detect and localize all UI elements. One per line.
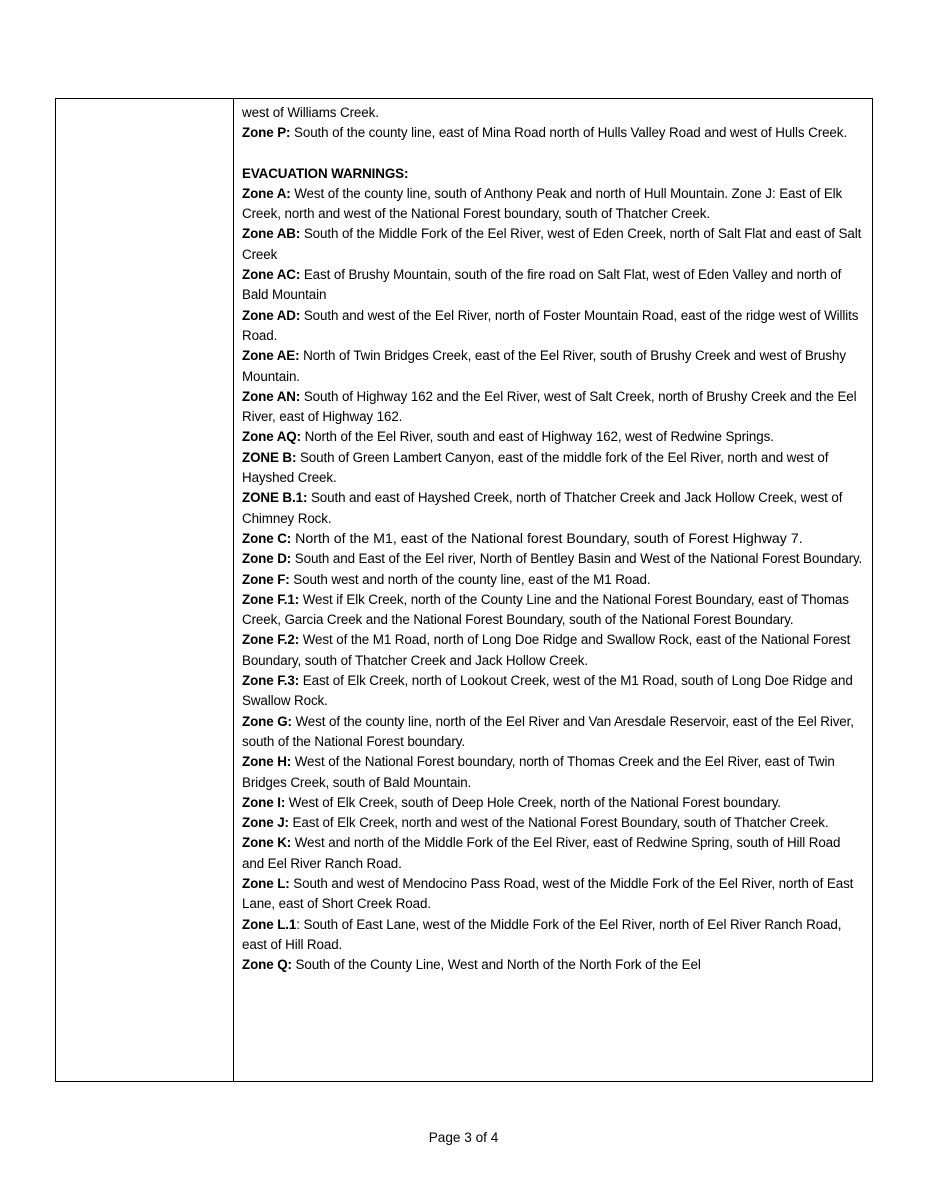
zone-label: Zone F.2: [242,632,300,648]
zone-label: Zone K: [242,835,292,851]
zone-label: Zone D: [242,551,292,567]
zone-entry [242,712,866,753]
zone-label: Zone C: [242,530,292,546]
zone-entry [242,427,866,447]
zone-entry [242,448,866,489]
zone-entry [242,346,866,387]
zone-entry [242,793,866,813]
zones-table [55,98,873,1082]
zone-description: East of Elk Creek, north of Lookout Creek, west of the M1 Road, south of Long Doe Ridge and Swallow Rock. [242,673,853,709]
zone-label: Zone AN: [242,388,301,404]
zone-description: East of Elk Creek, north and west of the National Forest Boundary, south of Thatcher Creek. [288,815,829,831]
zone-label: Zone I: [242,794,286,810]
zone-entry [242,387,866,428]
zone-entry [242,833,866,874]
table-left-cell [56,99,234,1081]
zone-entry [242,915,866,956]
zone-description: West of the M1 Road, north of Long Doe Ridge and Swallow Rock, east of the National Forest Boundary, south of Thatcher Creek and Jack Hollow Creek. [242,632,851,668]
zone-entry [242,671,866,712]
zone-description: West of the county line, south of Anthony Peak and north of Hull Mountain. Zone J: East of Elk Creek, north and west of the National Forest boundary, south of Thatcher Creek. [242,185,843,222]
zone-label: Zone F: [242,571,290,587]
zone-entry [242,955,866,975]
zone-label: Zone AC: [242,267,301,283]
zone-entry [242,265,866,306]
zone-p-entry [242,123,866,143]
zone-label: Zone AQ: [242,429,301,445]
zone-entry [242,570,866,590]
page-number: Page 3 of 4 [428,1130,499,1145]
zone-description: West of the National Forest boundary, north of Thomas Creek and the Eel River, east of Twin Bridges Creek, south of Bald Mountain. [242,754,835,790]
zone-label: Zone Q: [242,957,292,973]
zone-description: East of Brushy Mountain, south of the fire road on Salt Flat, west of Eden Valley and north of Bald Mountain [242,267,842,303]
zone-description: South and west of Mendocino Pass Road, west of the Middle Fork of the Eel River, north of East Lane, east of Short Creek Road. [242,875,854,912]
zone-description: : South of East Lane, west of the Middle Fork of the Eel River, north of Eel River Ranch Road, east of Hill Road. [242,916,842,952]
evacuation-warnings-heading: EVACUATION WARNINGS: [242,165,409,181]
zone-label: Zone H: [242,754,292,770]
table-right-cell [242,103,866,975]
zone-list [242,184,866,976]
zone-description: South and East of the Eel river, North of Bentley Basin and West of the National Forest Boundary. [291,551,863,567]
zone-entry [242,874,866,915]
zone-label: Zone F.3: [242,673,300,689]
zone-entry [242,813,866,833]
zone-entry [242,630,866,671]
zone-label: ZONE B.1: [242,490,308,506]
zone-entry [242,488,866,529]
zone-label: Zone AD: [242,307,301,323]
zone-entry [242,752,866,793]
zone-description: West of Elk Creek, south of Deep Hole Creek, north of the National Forest boundary. [285,794,781,810]
zone-label: Zone J: [242,815,289,831]
zone-description: South and east of Hayshed Creek, north of Thatcher Creek and Jack Hollow Creek, west of Chimney Rock. [242,490,843,526]
zone-label: Zone F.1: [242,591,300,607]
zone-description: South west and north of the county line, east of the M1 Road. [289,571,651,587]
zone-label: Zone L: [242,875,290,891]
zone-description: South of Green Lambert Canyon, east of the middle fork of the Eel River, north and west of Hayshed Creek. [242,449,829,486]
zone-description: South of the county line, east of Mina Road north of Hulls Valley Road and west of Hulls Creek. [290,125,847,141]
zone-label: Zone A: [242,185,291,201]
zone-description: North of Twin Bridges Creek, east of the Eel River, south of Brushy Creek and west of Brushy Mountain. [242,348,846,384]
zone-description: West and north of the Middle Fork of the Eel River, east of Redwine Spring, south of Hill Road and Eel River Ranch Road. [242,835,841,871]
zone-label: Zone P: [242,125,291,141]
zone-description: North of the Eel River, south and east of Highway 162, west of Redwine Springs. [300,429,774,445]
zone-description: West of the county line, north of the Eel River and Van Aresdale Reservoir, east of the Eel River, south of the National Forest boundary. [242,713,854,749]
zone-description: South of the Middle Fork of the Eel River, west of Eden Creek, north of Salt Flat and east of Salt Creek [242,226,862,262]
zone-entry [242,184,866,225]
zone-entry [242,549,866,569]
zone-label: Zone AB: [242,226,301,242]
zone-description: South of Highway 162 and the Eel River, west of Salt Creek, north of Brushy Creek and the Eel River, east of Highway 162. [242,388,857,425]
zone-description: North of the M1, east of the National forest Boundary, south of Forest Highway 7. [291,530,803,547]
zone-description: South and west of the Eel River, north of Foster Mountain Road, east of the ridge west of Willits Road. [242,307,859,343]
zone-label: Zone AE: [242,348,300,364]
zone-label: ZONE B: [242,449,297,465]
zone-entry [242,529,866,549]
zone-entry [242,590,866,631]
zone-description: South of the County Line, West and North of the North Fork of the Eel [291,957,701,973]
zone-label: Zone G: [242,713,292,729]
zone-label: Zone L.1 [242,916,297,932]
zone-entry [242,224,866,265]
zone-entry [242,306,866,347]
zone-description: West if Elk Creek, north of the County Line and the National Forest Boundary, east of Thomas Creek, Garcia Creek and the National Forest Boundary, south of the National Forest Boundary. [242,591,849,628]
continuation-line: west of Williams Creek. [242,105,379,120]
